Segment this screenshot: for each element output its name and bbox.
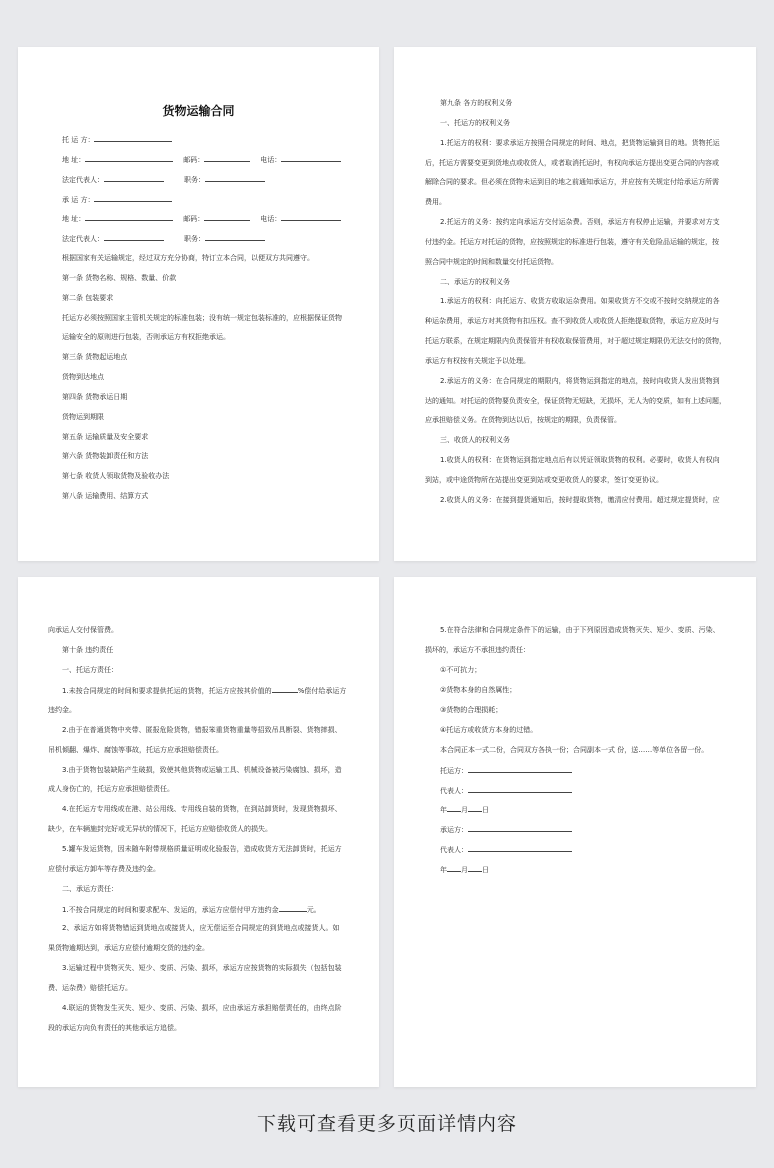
exemption-item: ③货物的合理损耗； (440, 706, 503, 714)
paragraph-line: 2.收货人的义务：在接到提货通知后，按时提取货物，缴清应付费用。超过规定提货时，应 (440, 496, 720, 504)
section-heading: 三、收货人的权利义务 (440, 436, 510, 444)
paragraph-line: 到站，或中途货物所在站提出变更到站或变更收货人的要求，签订变更协议。 (425, 476, 663, 484)
contract-page-3 (18, 577, 379, 1087)
contract-title: 货物运输合同 (162, 104, 235, 118)
carrier-signature-line: 承运方： (440, 825, 572, 835)
exemption-item: ②货物本身的自然属性； (440, 686, 517, 694)
shipper-address-line: 地 址： 邮码： 电话： (62, 155, 341, 165)
paragraph-line: 段的承运方向负有责任的其他承运方追偿。 (48, 1024, 181, 1032)
article-7: 第七条 收货人领取货物及验收办法 (62, 472, 170, 480)
paragraph-line: 3.运输过程中货物灭失、短少、变质、污染、损坏，承运方应按货物的实际损失（包括包装 (62, 964, 342, 972)
paragraph-line: 费用。 (425, 198, 446, 206)
paragraph-line: 违约金。 (48, 706, 76, 714)
paragraph-line: 1.承运方的权利：向托运方、收货方收取运杂费用。如果收货方不交或不按时交纳规定的各 (440, 297, 720, 305)
article-10: 第十条 违约责任 (62, 646, 114, 654)
section-heading: 一、托运方责任： (62, 666, 118, 674)
paragraph-line: 托运方联系，在规定期限内负责保管并有权收取保管费用，对于超过规定期限仍无法交付的货物， (425, 337, 726, 345)
paragraph-line: 2.由于在普通货物中夹带、匿报危险货物，错报笨重货物重量等招致吊具断裂、货物摔损、 (62, 726, 342, 734)
article-8: 第八条 运输费用、结算方式 (62, 492, 149, 500)
exemption-item: ④托运方或收货方本身的过错。 (440, 726, 538, 734)
paragraph-line: 2.承运方的义务：在合同规定的期限内，将货物运到指定的地点，按时向收货人发出货物到 (440, 377, 720, 385)
shipper-representative-line: 代表人： (440, 786, 572, 796)
paragraph-line: 5.罐车发运货物，因未随车附带规格质量证明或化验报告，造成收货方无法卸货时，托运方 (62, 845, 342, 853)
shipper-signature-line: 托运方： (440, 766, 572, 776)
contract-page-4 (394, 577, 756, 1087)
carrier-line: 承 运 方： (62, 195, 172, 205)
paragraph-line: 种运杂费用，承运方对其货物有扣压权。查不到收货人或收货人拒绝提取货物，承运方应及时与 (425, 317, 719, 325)
exemption-item: ①不可抗力； (440, 666, 482, 674)
paragraph-line: 3.由于货物包装缺陷产生破损，致使其他货物或运输工具、机械设备被污染腐蚀、损坏，造 (62, 766, 342, 774)
article-5: 第五条 运输质量及安全要求 (62, 433, 149, 441)
paragraph-line: 缺少，在车辆施封完好或无异状的情况下，托运方应赔偿收货人的损失。 (48, 825, 272, 833)
paragraph-line: 后，托运方需要变更到货地点或收货人，或者取消托运时，有权向承运方提出变更合同的内容或 (425, 159, 719, 167)
paragraph-line: 2、承运方如将货物错运到货地点或接货人，应无偿运至合同规定的到货地点或接货人。如 (62, 924, 340, 932)
paragraph-line: 解除合同的要求。但必须在货物未运到目的地之前通知承运方，并应按有关规定付给承运方所需 (425, 178, 719, 186)
paragraph-line: 4.联运的货物发生灭失、短少、变质、污染、损坏，应由承运方承担赔偿责任的，由终点阶 (62, 1004, 342, 1012)
download-more-prompt[interactable]: 下载可查看更多页面详情内容 (256, 1113, 517, 1135)
paragraph-line: 付违约金。托运方对托运的货物，应按照规定的标准进行包装，遵守有关危险品运输的规定，按 (425, 238, 719, 246)
paragraph-line: 承运方有权按有关规定予以处理。 (425, 357, 530, 365)
paragraph-line: 损坏的，承运方不承担违约责任： (425, 646, 530, 654)
contract-page-2 (394, 47, 756, 561)
paragraph-line: 4.在托运方专用线或在港、站公用线、专用线自装的货物，在到站卸货时，发现货物损坏、 (62, 805, 342, 813)
paragraph-line: 5.在符合法律和合同规定条件下的运输，由于下列原因造成货物灭失、短少、变质、污染、 (440, 626, 720, 634)
shipper-line: 托 运 方： (62, 135, 172, 145)
paragraph-line: 1.不按合同规定的时间和要求配车、发运的，承运方应偿付甲方违约金 元。 (62, 906, 321, 914)
paragraph-line: 应承担赔偿义务。在货物到达以后，按规定的期限，负责保管。 (425, 416, 621, 424)
article-6: 第六条 货物装卸责任和方法 (62, 452, 149, 460)
shipper-date-line: 年 月 日 (440, 806, 489, 814)
article-2-text: 托运方必须按照国家主管机关规定的标准包装；没有统一规定包装标准的，应根据保证货物 (62, 314, 342, 322)
article-2-text: 运输安全的原则进行包装，否则承运方有权拒绝承运。 (62, 333, 230, 341)
section-heading: 二、承运方责任： (62, 885, 118, 893)
paragraph-line: 2.托运方的义务：按约定向承运方交付运杂费。否则，承运方有权停止运输，并要求对方支 (440, 218, 720, 226)
section-heading: 二、承运方的权利义务 (440, 278, 510, 286)
article-2: 第二条 包装要求 (62, 294, 114, 302)
article-9: 第九条 各方的权利义务 (440, 99, 513, 107)
paragraph-line: 1.托运方的权利：要求承运方按照合同规定的时间、地点，把货物运输到目的地。货物托运 (440, 139, 720, 147)
paragraph-line: 向承运人交付保管费。 (48, 626, 118, 634)
shipper-legal-rep-line: 法定代表人： 职务： (62, 175, 265, 185)
paragraph-line: 吊机倾翻、爆炸、腐蚀等事故，托运方应承担赔偿责任。 (48, 746, 223, 754)
article-3: 第三条 货物起运地点 (62, 353, 128, 361)
carrier-date-line: 年 月 日 (440, 866, 489, 874)
intro-paragraph: 根据国家有关运输规定，经过双方充分协商，特订立本合同，以便双方共同遵守。 (62, 254, 314, 262)
paragraph-line: 达的通知。对托运的货物要负责安全，保证货物无短缺，无损坏，无人为的变质，如有上述问题， (425, 397, 726, 405)
paragraph-line: 成人身伤亡的，托运方应承担赔偿责任。 (48, 785, 174, 793)
carrier-representative-line: 代表人： (440, 845, 572, 855)
contract-page-1 (18, 47, 379, 561)
paragraph-line: 1.收货人的权利：在货物运到指定地点后有以凭证领取货物的权利。必要时，收货人有权向 (440, 456, 720, 464)
carrier-legal-rep-line: 法定代表人： 职务： (62, 234, 265, 244)
paragraph-line: 费、运杂费）赔偿托运方。 (48, 984, 132, 992)
article-3-destination: 货物到达地点 (62, 373, 104, 381)
article-4-deadline: 货物运到期限 (62, 413, 104, 421)
article-4: 第四条 货物承运日期 (62, 393, 128, 401)
paragraph-line: 照合同中规定的时间和数量交付托运货物。 (425, 258, 558, 266)
paragraph-line: 1.未按合同规定的时间和要求提供托运的货物，托运方应按其价值的 %偿付给承运方 (62, 687, 347, 695)
copies-clause: 本合同正本一式二份，合同双方各执一份；合同副本一式 份，送……等单位各留一份。 (440, 746, 709, 754)
carrier-address-line: 地 址： 邮码： 电话： (62, 214, 341, 224)
section-heading: 一、托运方的权利义务 (440, 119, 510, 127)
paragraph-line: 果货物逾期达到，承运方应偿付逾期交货的违约金。 (48, 944, 209, 952)
paragraph-line: 应偿付承运方卸车等存费及违约金。 (48, 865, 160, 873)
article-1: 第一条 货物名称、规格、数量、价款 (62, 274, 177, 282)
